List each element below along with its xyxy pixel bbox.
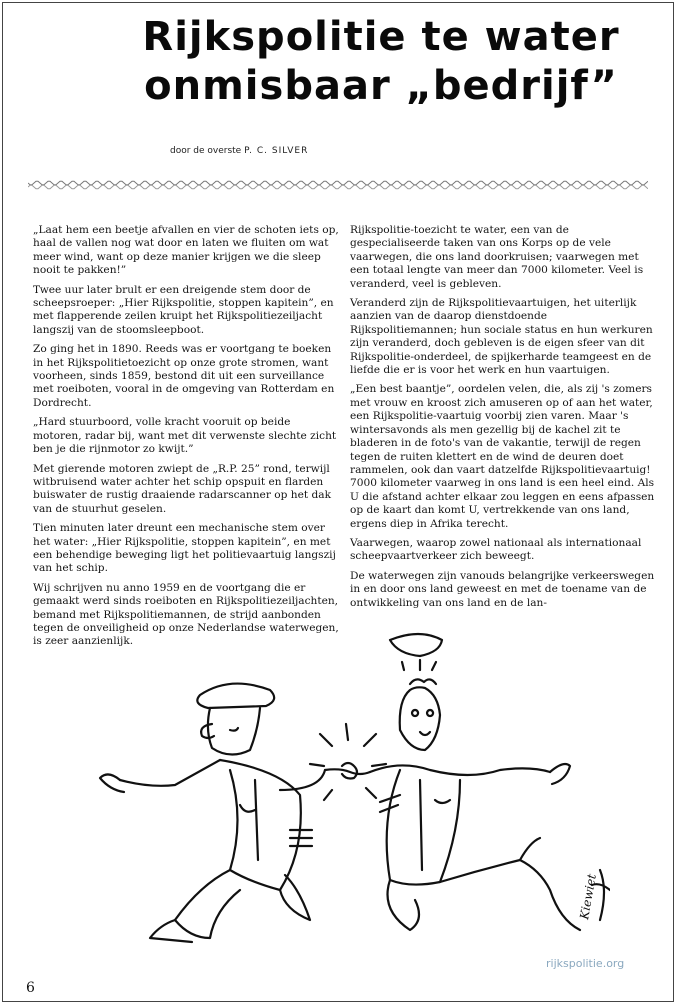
byline	[170, 146, 308, 156]
cartoon-handshake	[310, 724, 386, 800]
cartoon-illustration	[80, 620, 610, 960]
paragraph: Rijkspolitie-toezicht te water, een van de gespecialiseerde taken van ons Korps op de vele vaarwegen, die ons land doorkruisen; vaarwegen met een totaal lengte van meer dan 7000 kilometer. Veel is veranderd, veel is gebleven.	[350, 224, 644, 290]
article-column-left	[33, 224, 339, 655]
paragraph: Zo ging het in 1890. Reeds was er voortgang te boeken in het Rijkspolitietoezicht op onze grote stromen, want voorheen, sinds 1859, bestond dit uit een surveillance met roeiboten, vooral in de omgeving van Rotterdam en Dordrecht.	[33, 343, 335, 409]
article-column-right	[350, 224, 656, 616]
paragraph: Twee uur later brult er een dreigende stem door de scheepsroeper: „Hier Rijkspolitie, stoppen kapitein”, en met flapperende zeilen kruipt het Rijkspolitiezeiljacht langszij van de stoomsleepboot.	[33, 283, 334, 336]
paragraph: Met gierende motoren zwiept de „R.P. 25” rond, terwijl witbruisend water achter het schip opspuit en flarden buiswater de rustig draaiende radarscanner op het dak van de stuurhut geselen.	[33, 462, 332, 515]
wavy-divider	[28, 178, 648, 192]
article-title-line-2: onmisbaar „bedrijf”	[144, 63, 618, 109]
cartoon-officer-left	[100, 684, 325, 942]
artist-signature-text: Kiewiet	[577, 872, 599, 921]
byline-prefix: door de overste	[170, 146, 242, 156]
page-number: 6	[26, 980, 35, 996]
watermark: rijkspolitie.org	[546, 957, 625, 970]
paragraph: Vaarwegen, waarop zowel nationaal als internationaal scheepvaartverkeer zich beweegt.	[350, 536, 642, 563]
paragraph: „Hard stuurboord, volle kracht vooruit op beide motoren, radar bij, want met dit verwenste slechte zicht ben je die rijnmotor zo kwijt.”	[33, 416, 337, 456]
paragraph: De waterwegen zijn vanouds belangrijke verkeerswegen in en door ons land geweest en met de toename van de ontwikkeling van ons land en de lan-	[350, 569, 655, 609]
byline-author: P. C. SILVER	[244, 146, 309, 156]
paragraph: Tien minuten later dreunt een mechanische stem over het water: „Hier Rijkspolitie, stoppen kapitein”, en met een behendige beweging ligt het politievaartuig langszij van het schip.	[33, 522, 336, 575]
paragraph: „Laat hem een beetje afvallen en vier de schoten iets op, haal de vallen nog wat door en laten we fluiten om wat meer wind, want op deze manier krijgen we die sleep nooit te pakken!”	[33, 224, 339, 277]
paragraph: „Een best baantje”, oordelen velen, die, als zij 's zomers met vrouw en kroost zich amuseren op of aan het water, een Rijkspolitie-vaartuig voorbij zien varen. Maar 's wintersavonds als men gezellig bij de kachel zit te bladeren in de foto's van de vakantie, terwijl de regen tegen de ruiten klettert en de wind de deuren doet rammelen, ook dan vaart datzelfde Rijkspolitievaartuig! 7000 kilometer vaarweg in ons land is een heel eind. Als U die afstand achter elkaar zou leggen en eens afpassen op de kaart dan komt U, vertrekkende van ons land, ergens diep in Afrika terecht.	[350, 383, 655, 530]
paragraph: Veranderd zijn de Rijkspolitievaartuigen, het uiterlijk aanzien van de daarop dienstdoende Rijkspolitiemannen; hun sociale status en hun werkuren zijn veranderd, doch gebleven is de eigen sfeer van dit Rijkspolitie-onderdeel, de spijkerharde teamgeest en de liefde die er is voor het werk en hun vaartuigen.	[350, 297, 653, 377]
article-title-line-1: Rijkspolitie te water	[142, 14, 620, 60]
cartoon-officer-right	[370, 634, 580, 930]
paragraph: Wij schrijven nu anno 1959 en de voortgang die er gemaakt werd sinds roeiboten en Rijkspolitiezeiljachten, bemand met Rijkspolitiemannen, de strijd aanbonden tegen de onveiligheid op onze Nederlandse waterwegen, is zeer aanzienlijk.	[33, 581, 339, 648]
